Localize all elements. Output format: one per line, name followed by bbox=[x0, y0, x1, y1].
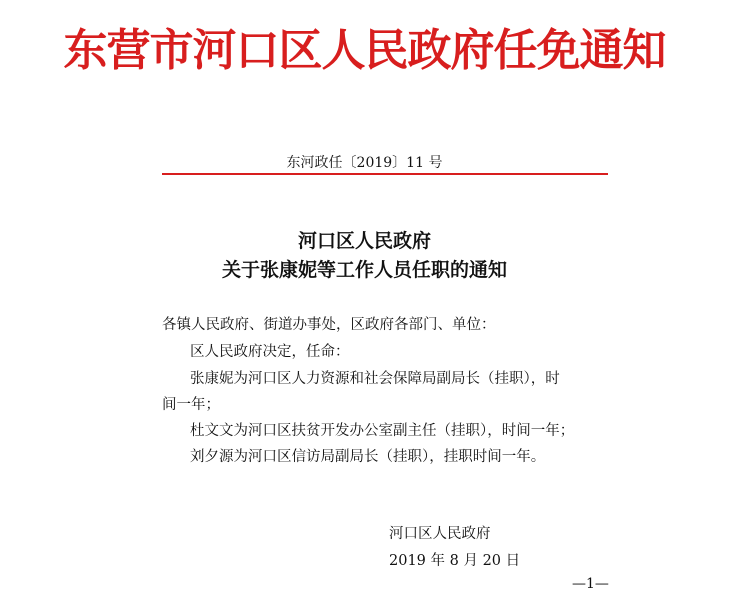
issue-date: 2019 年 8 月 20 日 bbox=[389, 553, 521, 569]
salutation: 各镇人民政府、街道办事处，区政府各部门、单位： bbox=[162, 317, 496, 333]
notice-title-line1: 河口区人民政府 bbox=[297, 230, 431, 252]
document-number: 东河政任〔2019〕11 号 bbox=[286, 155, 443, 171]
appointment-3: 刘夕源为河口区信访局副局长（挂职），挂职时间一年。 bbox=[190, 449, 546, 465]
red-header-title: 东营市河口区人民政府任免通知 bbox=[63, 25, 666, 76]
issuer-signature: 河口区人民政府 bbox=[389, 526, 491, 542]
appointment-1-line1: 张康妮为河口区人力资源和社会保障局副局长（挂职），时 bbox=[190, 371, 560, 387]
page-number: —1— bbox=[572, 576, 609, 592]
appointment-1-line2: 间一年； bbox=[162, 397, 220, 413]
red-divider-line bbox=[162, 173, 608, 175]
appointment-2: 杜文文为河口区扶贫开发办公室副主任（挂职），时间一年； bbox=[190, 423, 575, 439]
notice-title-line2: 关于张康妮等工作人员任职的通知 bbox=[221, 259, 507, 281]
decision-paragraph: 区人民政府决定，任命： bbox=[190, 344, 350, 360]
